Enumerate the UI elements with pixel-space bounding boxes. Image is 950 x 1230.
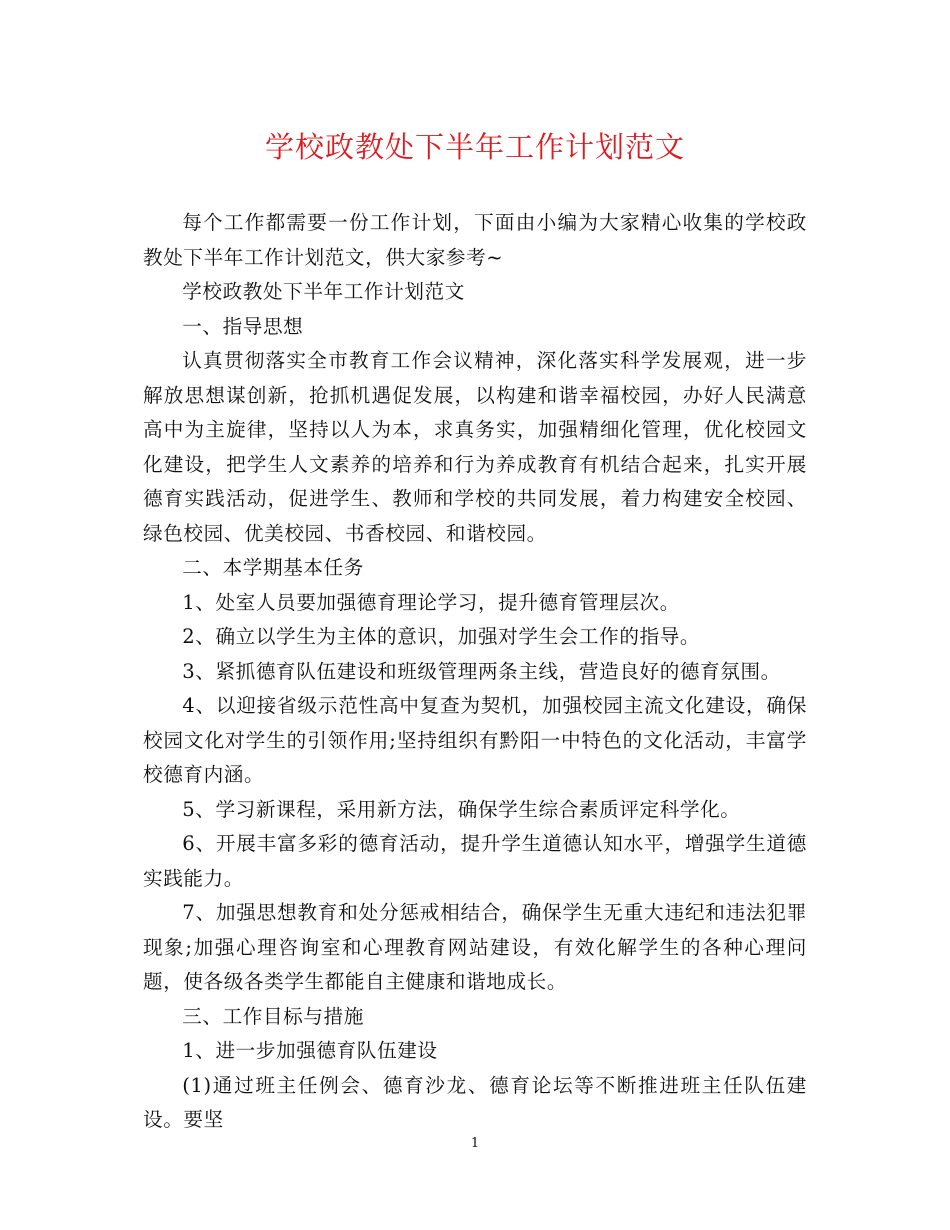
task-item-2: 2、确立以学生为主体的意识，加强对学生会工作的指导。 — [182, 625, 701, 648]
goal-item-1: 1、进一步加强德育队伍建设 — [182, 1039, 438, 1062]
task-item-4: 4、以迎接省级示范性高中复查为契机，加强校园主流文化建设，确保校园文化对学生的引领作用;坚持组织有黔阳一中特色的文化活动，丰富学校德育内涵。 — [143, 694, 807, 786]
document-body — [143, 206, 807, 1138]
paragraph-intro: 每个工作都需要一份工作计划，下面由小编为大家精心收集的学校政教处下半年工作计划范文，供大家参考~ — [143, 211, 807, 269]
task-item-6: 6、开展丰富多彩的德育活动，提升学生道德认知水平，增强学生道德实践能力。 — [143, 832, 807, 890]
page-number: 1 — [470, 1136, 480, 1151]
task-item-3: 3、紧抓德育队伍建设和班级管理两条主线，营造良好的德育氛围。 — [182, 659, 781, 683]
section-heading-basic-tasks: 二、本学期基本任务 — [182, 556, 364, 579]
task-item-1: 1、处室人员要加强德育理论学习，提升德育管理层次。 — [182, 590, 680, 614]
task-item-5: 5、学习新课程，采用新方法，确保学生综合素质评定科学化。 — [182, 797, 741, 821]
section-heading-goals-measures: 三、工作目标与措施 — [182, 1004, 364, 1028]
document-title: 学校政教处下半年工作计划范文 — [264, 130, 685, 164]
paragraph-guiding-thought: 认真贯彻落实全市教育工作会议精神，深化落实科学发展观，进一步解放思想谋创新，抢抓机遇促发展，以构建和谐幸福校园，办好人民满意高中为主旋律，坚持以人为本，求真务实，加强精细化管理，优化校园文化建设，把学生人文素养的培养和行为养成教育有机结合起来，扎实开展德育实践活动，促进学生、教师和学校的共同发展，着力构建安全校园、绿色校园、优美校园、书香校园、和谐校园。 — [143, 349, 807, 545]
goal-subitem-1: (1)通过班主任例会、德育沙龙、德育论坛等不断推进班主任队伍建设。要坚 — [143, 1073, 807, 1131]
paragraph-subtitle: 学校政教处下半年工作计划范文 — [182, 280, 465, 303]
section-heading-guiding-thought: 一、指导思想 — [182, 314, 304, 338]
task-item-7: 7、加强思想教育和处分惩戒相结合，确保学生无重大违纪和违法犯罪现象;加强心理咨询室和心理教育网站建设，有效化解学生的各种心理问题，使各级各类学生都能自主健康和谐地成长。 — [143, 901, 807, 993]
